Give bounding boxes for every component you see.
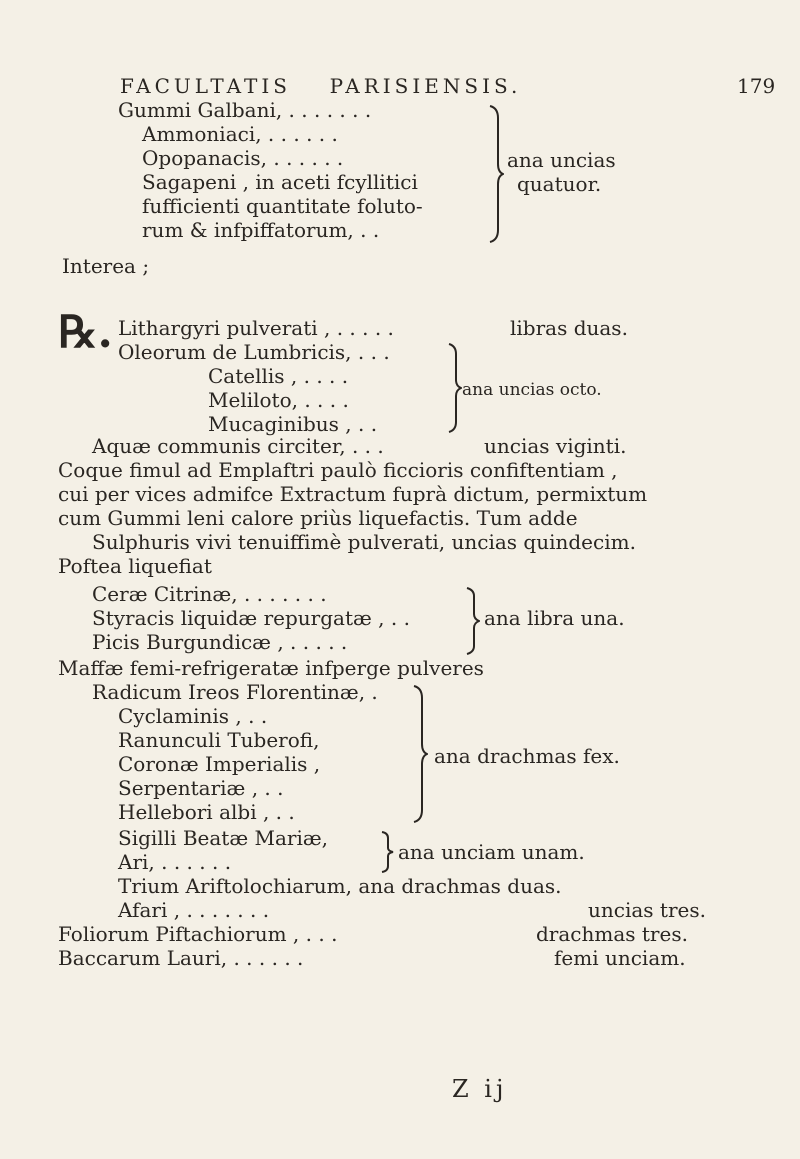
ingredient-line: Oleorum de Lumbricis, . . . — [118, 340, 390, 364]
paragraph-line: cum Gummi leni calore priùs liquefactis. Tum adde — [58, 506, 578, 530]
running-head-second: PARISIENSIS. — [329, 74, 522, 98]
brace-icon — [378, 830, 394, 874]
ingredient-line: Serpentariæ , . . — [118, 776, 284, 800]
brace-icon — [484, 104, 504, 244]
quantity-label: drachmas tres. — [536, 922, 688, 946]
running-head-first: FACULTATIS — [120, 74, 291, 98]
ingredient-line: Radicum Ireos Florentinæ, . — [92, 680, 378, 704]
paragraph-line: cui per vices admifce Extractum fuprà dictum, permixtum — [58, 482, 648, 506]
running-head — [120, 74, 521, 98]
quantity-label: ana uncias — [507, 148, 616, 172]
quantity-label: ana drachmas fex. — [434, 744, 620, 768]
quantity-label: ana unciam unam. — [398, 840, 585, 864]
ingredient-line: Sigilli Beatæ Mariæ, — [118, 826, 329, 850]
recipe-mark: ℞. — [58, 307, 113, 358]
interea-text: Interea ; — [62, 254, 150, 278]
ingredient-line: fufficienti quantitate foluto- — [142, 194, 423, 218]
brace-icon — [444, 342, 462, 434]
ingredient-line: Picis Burgundicæ , . . . . . — [92, 630, 348, 654]
ingredient-line: Aquæ communis circiter, . . . — [92, 434, 384, 458]
paragraph-line: Sulphuris vivi tenuiffimè pulverati, uncias quindecim. — [92, 530, 636, 554]
quantity-label: ana libra una. — [484, 606, 625, 630]
ingredient-line: Sagapeni , in aceti fcyllitici — [142, 170, 418, 194]
ingredient-line: Afari , . . . . . . . — [118, 898, 270, 922]
ingredient-line: Foliorum Piftachiorum , . . . — [58, 922, 338, 946]
ingredient-line: Meliloto, . . . . — [208, 388, 349, 412]
paragraph-line: Coque fimul ad Emplaftri paulò ficcioris confiftentiam , — [58, 458, 618, 482]
quantity-label: ana uncias octo. — [462, 380, 602, 400]
ingredient-line: Lithargyri pulverati , . . . . . — [118, 316, 394, 340]
ingredient-line: Baccarum Lauri, . . . . . . — [58, 946, 304, 970]
quantity-label: uncias viginti. — [484, 434, 627, 458]
brace-icon — [408, 684, 428, 824]
paragraph-line: Poftea liquefiat — [58, 554, 212, 578]
quantity-label: femi unciam. — [554, 946, 686, 970]
ingredient-line: Gummi Galbani, . . . . . . . — [118, 98, 372, 122]
ingredient-line: Ranunculi Tuberofi, — [118, 728, 320, 752]
ingredient-line: Coronæ Imperialis , — [118, 752, 321, 776]
ingredient-line: Cyclaminis , . . — [118, 704, 268, 728]
signature-mark: Z ij — [452, 1075, 508, 1103]
quantity-label: uncias tres. — [588, 898, 706, 922]
ingredient-line: Ari, . . . . . . — [118, 850, 232, 874]
ingredient-line: Opopanacis, . . . . . . — [142, 146, 344, 170]
ingredient-line: Hellebori albi , . . — [118, 800, 295, 824]
quantity-label: libras duas. — [510, 316, 628, 340]
page-number: 179 — [737, 74, 776, 98]
ingredient-line: Ceræ Citrinæ, . . . . . . . — [92, 582, 327, 606]
ingredient-line: Mucaginibus , . . — [208, 412, 378, 436]
ingredient-line: Styracis liquidæ repurgatæ , . . — [92, 606, 410, 630]
paragraph-line: Maffæ femi-refrigeratæ infperge pulveres — [58, 656, 484, 680]
ingredient-line: rum & infpiffatorum, . . — [142, 218, 380, 242]
ingredient-line: Ammoniaci, . . . . . . — [142, 122, 338, 146]
ingredient-line: Catellis , . . . . — [208, 364, 349, 388]
ingredient-line: Trium Ariftolochiarum, ana drachmas duas. — [118, 874, 562, 898]
brace-icon — [462, 586, 480, 656]
quantity-label: quatuor. — [517, 172, 602, 196]
